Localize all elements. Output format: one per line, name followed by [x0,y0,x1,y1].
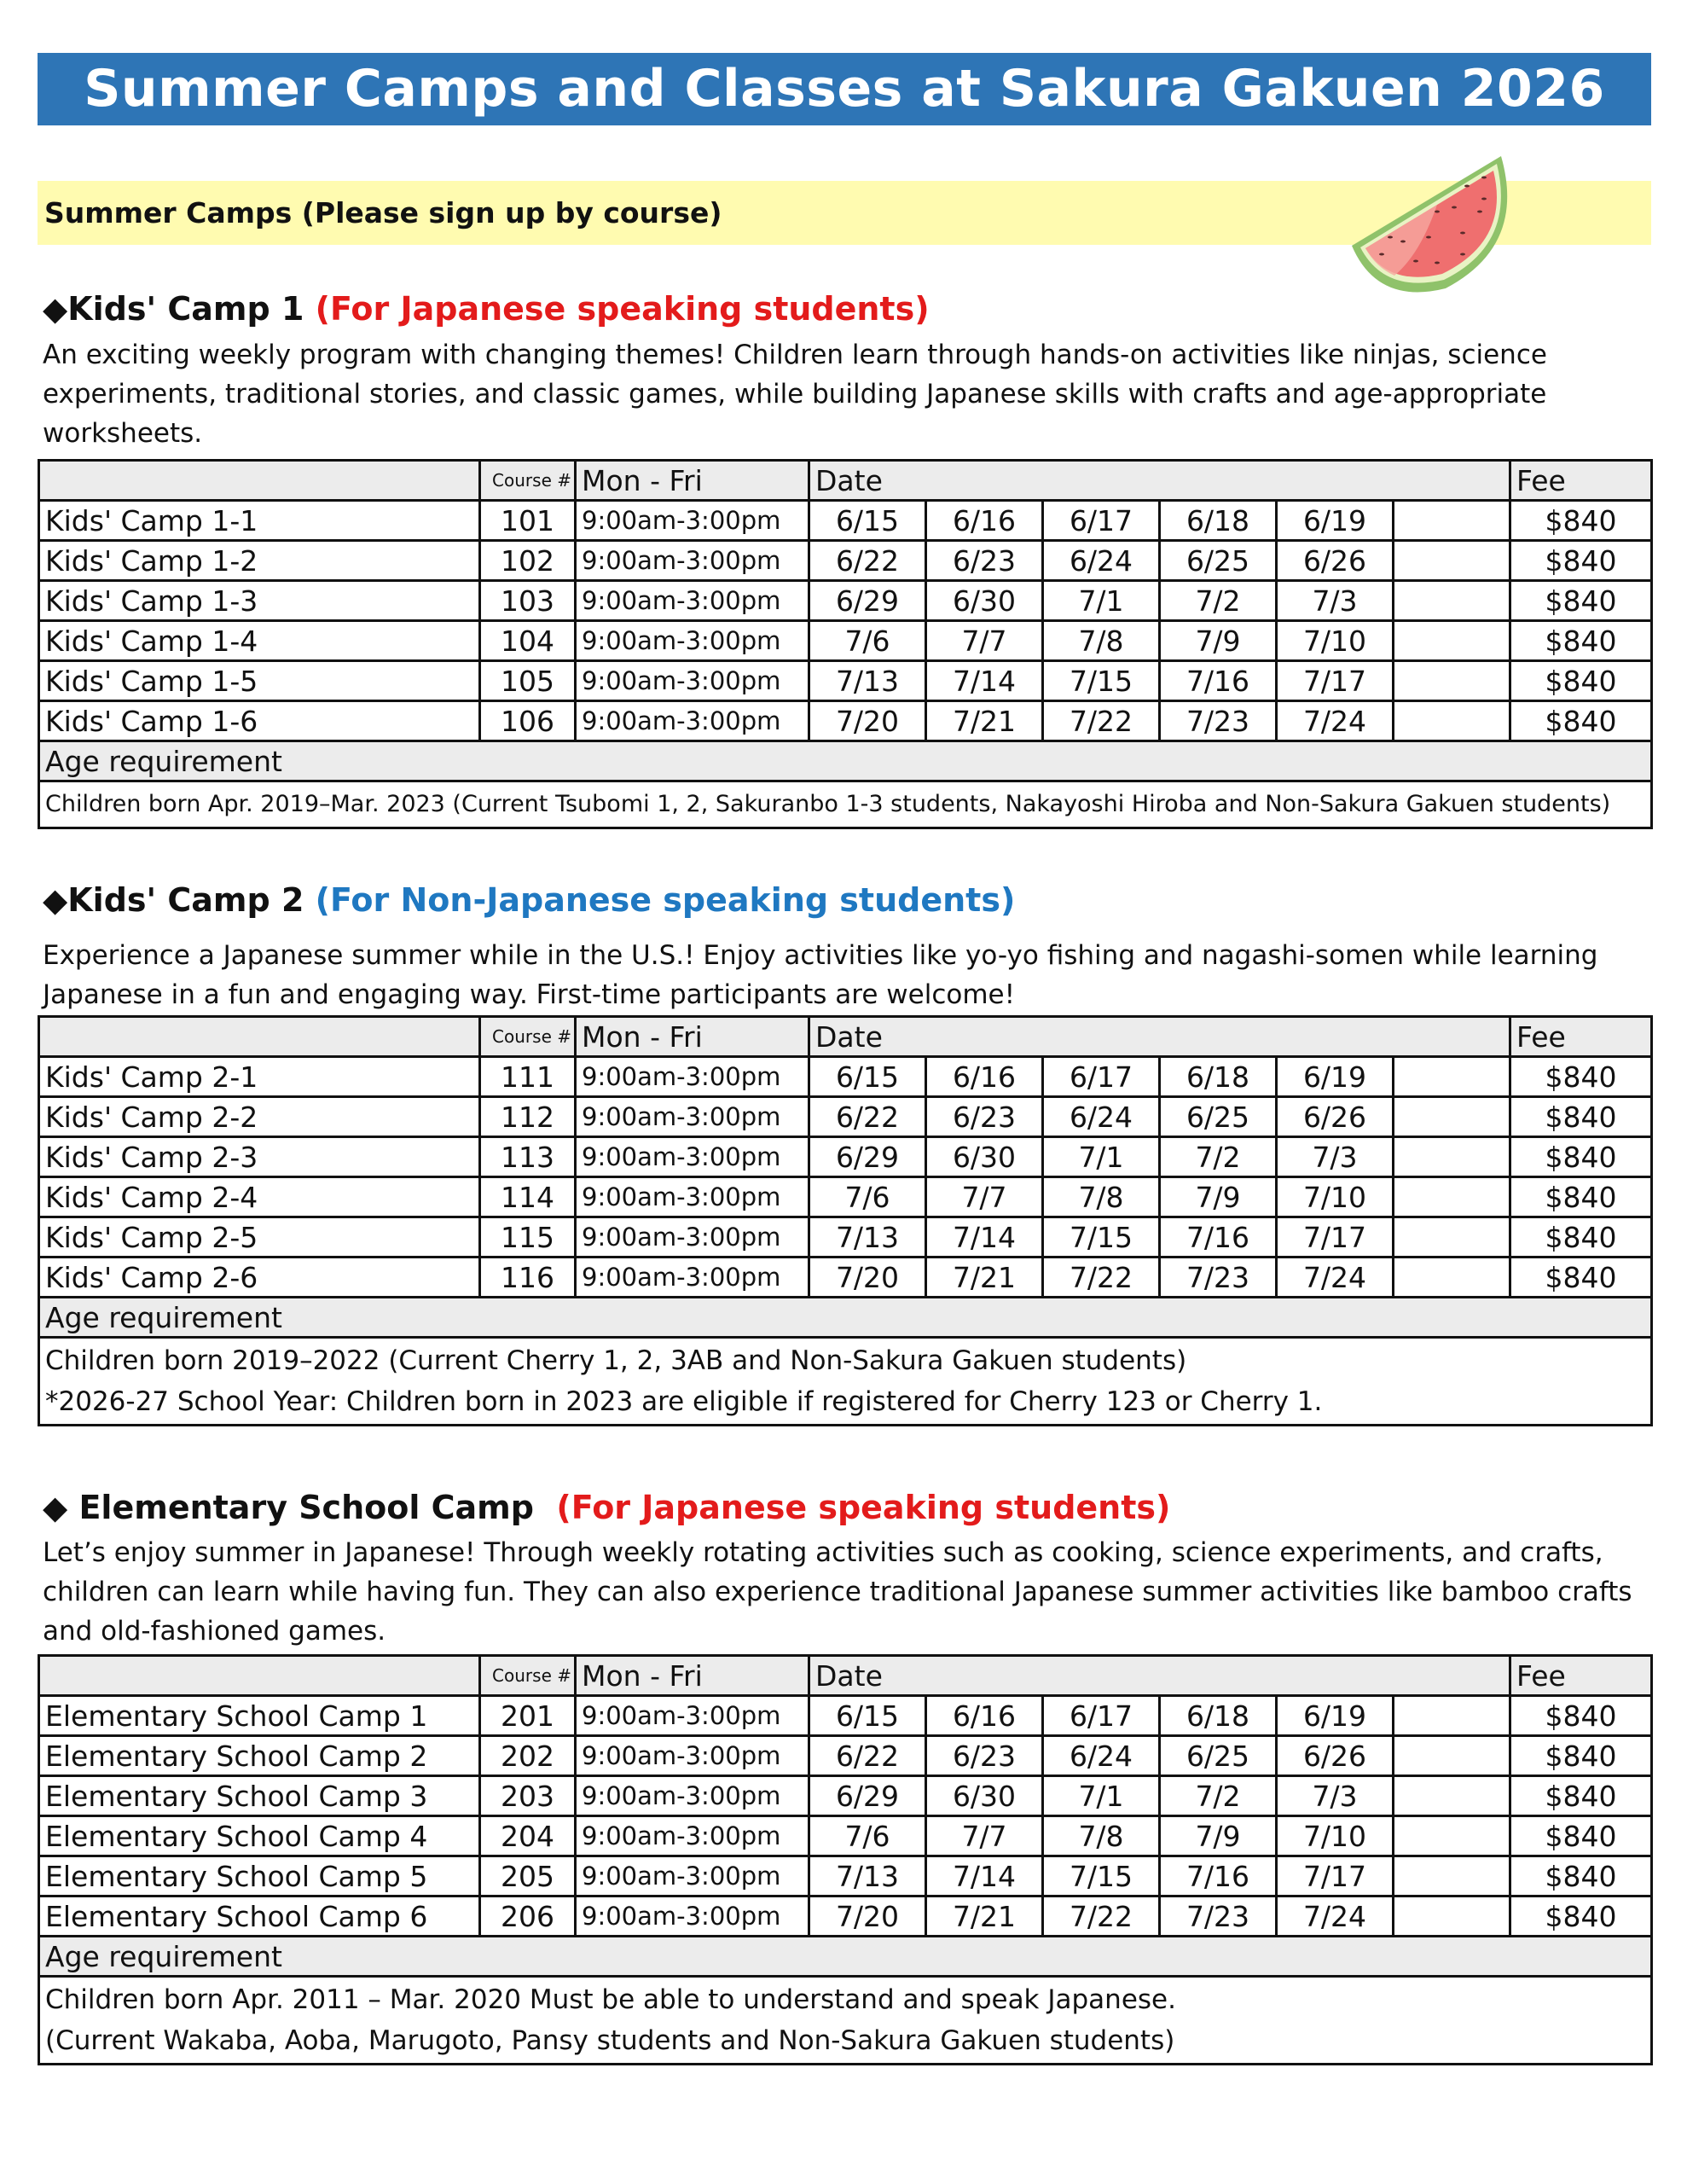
course-date: 7/6 [809,1816,926,1856]
age-requirement-text [39,781,1652,828]
course-fee: $840 [1510,1736,1652,1776]
course-name: Kids' Camp 2-2 [39,1097,480,1137]
course-date [1394,661,1510,701]
course-name: Kids' Camp 2-1 [39,1057,480,1097]
course-date: 6/16 [926,1696,1043,1736]
age-requirement-row [39,1338,1652,1426]
course-fee: $840 [1510,661,1652,701]
course-number: 206 [480,1896,576,1937]
header-fee: Fee [1510,461,1652,501]
course-date: 7/24 [1277,1258,1394,1298]
table-row [39,1816,1652,1856]
table-row [39,1097,1652,1137]
course-date: 7/17 [1277,1856,1394,1896]
course-date: 7/17 [1277,661,1394,701]
course-fee: $840 [1510,1776,1652,1816]
course-date: 7/20 [809,1896,926,1937]
table-row [39,701,1652,741]
course-fee: $840 [1510,1856,1652,1896]
page-title: Summer Camps and Classes at Sakura Gakuen 2026 [38,53,1651,125]
course-date: 6/29 [809,1776,926,1816]
course-time: 9:00am-3:00pm [576,1137,809,1177]
course-fee: $840 [1510,1057,1652,1097]
course-date [1394,1177,1510,1217]
header-course: Course # [480,1017,576,1057]
course-date [1394,1896,1510,1937]
camp-tag: (For Japanese speaking students) [556,1489,1171,1526]
course-date: 6/22 [809,1097,926,1137]
age-requirement-line: (Current Wakaba, Aoba, Marugoto, Pansy students and Non-Sakura Gakuen students) [45,2025,1175,2056]
course-date: 7/15 [1043,1856,1160,1896]
course-date: 7/8 [1043,1177,1160,1217]
table-row [39,1776,1652,1816]
table-header-row [39,1656,1652,1696]
course-date: 7/10 [1277,1177,1394,1217]
course-date: 6/23 [926,541,1043,581]
header-days: Mon - Fri [576,461,809,501]
course-date: 7/2 [1160,1776,1277,1816]
course-number: 106 [480,701,576,741]
course-date: 7/3 [1277,1137,1394,1177]
age-header-row [39,741,1652,781]
course-date: 7/6 [809,621,926,661]
course-date: 7/23 [1160,1258,1277,1298]
course-date: 6/15 [809,1057,926,1097]
course-date: 6/16 [926,501,1043,541]
course-number: 104 [480,621,576,661]
course-fee: $840 [1510,1097,1652,1137]
course-date: 6/26 [1277,541,1394,581]
course-date: 6/19 [1277,501,1394,541]
course-date: 6/19 [1277,1057,1394,1097]
age-requirement-text [39,1338,1652,1426]
course-time: 9:00am-3:00pm [576,501,809,541]
course-date: 7/22 [1043,1896,1160,1937]
table-row [39,621,1652,661]
course-fee: $840 [1510,1696,1652,1736]
table-row [39,1137,1652,1177]
course-fee: $840 [1510,501,1652,541]
header-date: Date [809,1656,1510,1696]
header-date: Date [809,461,1510,501]
course-number: 112 [480,1097,576,1137]
table-header-row [39,1017,1652,1057]
table-row [39,1736,1652,1776]
course-date: 7/21 [926,1258,1043,1298]
course-date: 7/23 [1160,1896,1277,1937]
course-date: 7/16 [1160,661,1277,701]
course-number: 102 [480,541,576,581]
course-date [1394,1816,1510,1856]
course-date [1394,581,1510,621]
course-date: 7/10 [1277,621,1394,661]
course-date: 6/15 [809,501,926,541]
course-fee: $840 [1510,1258,1652,1298]
course-number: 113 [480,1137,576,1177]
camp-description: Let’s enjoy summer in Japanese! Through weekly rotating activities such as cooking, science experiments, and crafts, children can learn while having fun. They can also experience traditional Japanese summer activities like bamboo crafts and old-fashioned games. [43,1537,1632,1647]
course-fee: $840 [1510,581,1652,621]
course-name: Kids' Camp 1-1 [39,501,480,541]
course-date: 7/1 [1043,1137,1160,1177]
age-requirement-text [39,1977,1652,2065]
course-date: 6/18 [1160,1057,1277,1097]
course-date: 6/24 [1043,1736,1160,1776]
course-date: 6/18 [1160,501,1277,541]
camp-tag: (For Japanese speaking students) [315,290,930,328]
course-time: 9:00am-3:00pm [576,1057,809,1097]
course-number: 115 [480,1217,576,1258]
age-requirement-line: Children born Apr. 2019–Mar. 2023 (Current Tsubomi 1, 2, Sakuranbo 1-3 students, Nakayoshi Hiroba and Non-Sakura Gakuen students) [45,791,1611,817]
header-days: Mon - Fri [576,1656,809,1696]
course-date [1394,1856,1510,1896]
course-date [1394,701,1510,741]
course-date: 6/17 [1043,1057,1160,1097]
course-date: 7/3 [1277,1776,1394,1816]
course-fee: $840 [1510,1816,1652,1856]
camp-tag: (For Non-Japanese speaking students) [315,881,1016,919]
course-name: Elementary School Camp 5 [39,1856,480,1896]
course-name: Kids' Camp 2-5 [39,1217,480,1258]
course-name: Kids' Camp 1-3 [39,581,480,621]
course-date [1394,621,1510,661]
course-time: 9:00am-3:00pm [576,1097,809,1137]
course-date: 6/29 [809,1137,926,1177]
header-blank [39,461,480,501]
course-date: 7/22 [1043,1258,1160,1298]
header-course: Course # [480,461,576,501]
course-date: 6/18 [1160,1696,1277,1736]
course-time: 9:00am-3:00pm [576,1896,809,1937]
table-row [39,501,1652,541]
course-name: Kids' Camp 1-4 [39,621,480,661]
course-date: 6/22 [809,1736,926,1776]
course-date [1394,1696,1510,1736]
age-requirement-row [39,781,1652,828]
course-date: 6/23 [926,1736,1043,1776]
course-number: 203 [480,1776,576,1816]
course-date [1394,1736,1510,1776]
course-time: 9:00am-3:00pm [576,1696,809,1736]
age-header-row [39,1298,1652,1338]
header-days: Mon - Fri [576,1017,809,1057]
table-row [39,1856,1652,1896]
header-course: Course # [480,1656,576,1696]
section-band: Summer Camps (Please sign up by course) [38,181,1651,245]
course-date: 7/13 [809,1856,926,1896]
course-name: Kids' Camp 1-6 [39,701,480,741]
course-date: 7/14 [926,661,1043,701]
course-date [1394,501,1510,541]
camp-heading [43,290,930,328]
table-row [39,1057,1652,1097]
course-name: Elementary School Camp 6 [39,1896,480,1937]
course-time: 9:00am-3:00pm [576,621,809,661]
course-number: 116 [480,1258,576,1298]
course-time: 9:00am-3:00pm [576,1217,809,1258]
camp-heading [43,1489,1170,1526]
diamond-icon: ◆ [43,290,68,328]
course-date: 7/7 [926,621,1043,661]
camp-title: Kids' Camp 1 [67,290,304,328]
course-number: 205 [480,1856,576,1896]
course-date: 6/19 [1277,1696,1394,1736]
age-requirement-row [39,1977,1652,2065]
course-time: 9:00am-3:00pm [576,661,809,701]
table-header-row [39,461,1652,501]
course-fee: $840 [1510,541,1652,581]
course-date: 7/8 [1043,621,1160,661]
course-date: 6/30 [926,581,1043,621]
course-date: 7/15 [1043,1217,1160,1258]
table-row [39,1896,1652,1937]
course-name: Kids' Camp 1-2 [39,541,480,581]
table-row [39,1258,1652,1298]
course-date: 6/17 [1043,501,1160,541]
course-date: 7/9 [1160,621,1277,661]
course-time: 9:00am-3:00pm [576,1258,809,1298]
course-number: 202 [480,1736,576,1776]
course-date: 6/17 [1043,1696,1160,1736]
course-date: 7/1 [1043,1776,1160,1816]
table-row [39,1217,1652,1258]
course-date: 7/1 [1043,581,1160,621]
course-time: 9:00am-3:00pm [576,1816,809,1856]
camp-description: An exciting weekly program with changing themes! Children learn through hands-on activities like ninjas, science experiments, traditional stories, and classic games, while building Japanese skills with crafts and age-appropriate worksheets. [43,340,1547,449]
course-date: 7/2 [1160,581,1277,621]
course-number: 114 [480,1177,576,1217]
course-date: 7/21 [926,701,1043,741]
course-date: 7/23 [1160,701,1277,741]
age-requirement-line: Children born 2019–2022 (Current Cherry 1, 2, 3AB and Non-Sakura Gakuen students) [45,1345,1187,1376]
age-header-row [39,1937,1652,1977]
header-date: Date [809,1017,1510,1057]
diamond-icon: ◆ [43,1489,68,1526]
course-time: 9:00am-3:00pm [576,1177,809,1217]
course-name: Elementary School Camp 1 [39,1696,480,1736]
course-date: 7/16 [1160,1217,1277,1258]
age-requirement-label: Age requirement [39,741,1652,781]
course-date [1394,1217,1510,1258]
course-date: 7/3 [1277,581,1394,621]
age-requirement-label: Age requirement [39,1298,1652,1338]
course-time: 9:00am-3:00pm [576,1776,809,1816]
course-date: 6/23 [926,1097,1043,1137]
course-date: 7/21 [926,1896,1043,1937]
course-date: 6/15 [809,1696,926,1736]
course-date: 7/14 [926,1856,1043,1896]
age-requirement-label: Age requirement [39,1937,1652,1977]
header-blank [39,1017,480,1057]
course-date: 7/13 [809,661,926,701]
course-date: 7/2 [1160,1137,1277,1177]
course-date: 6/24 [1043,541,1160,581]
table-row [39,1177,1652,1217]
course-date [1394,1776,1510,1816]
course-date: 6/25 [1160,1097,1277,1137]
course-date: 7/10 [1277,1816,1394,1856]
course-date [1394,1057,1510,1097]
course-date: 7/24 [1277,1896,1394,1937]
course-name: Elementary School Camp 2 [39,1736,480,1776]
course-date [1394,1097,1510,1137]
course-number: 105 [480,661,576,701]
course-fee: $840 [1510,1217,1652,1258]
course-name: Kids' Camp 2-3 [39,1137,480,1177]
course-date [1394,541,1510,581]
camp-table [38,1015,1653,1426]
camp-description: Experience a Japanese summer while in the U.S.! Enjoy activities like yo-yo fishing and nagashi-somen while learning Japanese in a fun and engaging way. First-time participants are welcome! [43,940,1598,1010]
camp-table [38,1654,1653,2065]
course-number: 204 [480,1816,576,1856]
camp-table [38,459,1653,829]
course-name: Kids' Camp 2-4 [39,1177,480,1217]
course-date: 6/25 [1160,1736,1277,1776]
course-number: 201 [480,1696,576,1736]
table-row [39,661,1652,701]
header-blank [39,1656,480,1696]
age-requirement-line: *2026-27 School Year: Children born in 2023 are eligible if registered for Cherry 123 or Cherry 1. [45,1386,1323,1417]
course-date: 7/15 [1043,661,1160,701]
course-date: 7/14 [926,1217,1043,1258]
course-date: 7/24 [1277,701,1394,741]
course-date: 7/20 [809,1258,926,1298]
course-date: 7/6 [809,1177,926,1217]
course-date: 6/29 [809,581,926,621]
header-fee: Fee [1510,1017,1652,1057]
course-date: 6/26 [1277,1097,1394,1137]
course-date [1394,1137,1510,1177]
course-date: 7/16 [1160,1856,1277,1896]
course-fee: $840 [1510,1177,1652,1217]
course-fee: $840 [1510,1896,1652,1937]
course-date: 6/30 [926,1137,1043,1177]
course-date: 7/9 [1160,1816,1277,1856]
course-fee: $840 [1510,701,1652,741]
course-name: Kids' Camp 2-6 [39,1258,480,1298]
course-date: 6/16 [926,1057,1043,1097]
course-date: 6/26 [1277,1736,1394,1776]
camp-title: Elementary School Camp [78,1489,534,1526]
table-row [39,541,1652,581]
course-date [1394,1258,1510,1298]
course-name: Kids' Camp 1-5 [39,661,480,701]
course-date: 7/7 [926,1816,1043,1856]
camp-heading [43,881,1015,919]
watermelon-icon [1343,152,1514,297]
course-date: 7/9 [1160,1177,1277,1217]
table-row [39,581,1652,621]
course-date: 7/20 [809,701,926,741]
course-date: 7/8 [1043,1816,1160,1856]
course-date: 6/24 [1043,1097,1160,1137]
course-number: 103 [480,581,576,621]
camp-title: Kids' Camp 2 [67,881,304,919]
course-time: 9:00am-3:00pm [576,541,809,581]
course-name: Elementary School Camp 4 [39,1816,480,1856]
course-date: 7/17 [1277,1217,1394,1258]
course-number: 101 [480,501,576,541]
table-row [39,1696,1652,1736]
course-fee: $840 [1510,621,1652,661]
course-name: Elementary School Camp 3 [39,1776,480,1816]
course-fee: $840 [1510,1137,1652,1177]
course-time: 9:00am-3:00pm [576,701,809,741]
course-time: 9:00am-3:00pm [576,1856,809,1896]
header-fee: Fee [1510,1656,1652,1696]
course-date: 6/22 [809,541,926,581]
age-requirement-line: Children born Apr. 2011 – Mar. 2020 Must be able to understand and speak Japanese. [45,1984,1176,2015]
course-date: 7/7 [926,1177,1043,1217]
course-date: 7/13 [809,1217,926,1258]
course-date: 6/30 [926,1776,1043,1816]
course-time: 9:00am-3:00pm [576,581,809,621]
diamond-icon: ◆ [43,881,68,919]
course-date: 7/22 [1043,701,1160,741]
course-number: 111 [480,1057,576,1097]
course-date: 6/25 [1160,541,1277,581]
course-time: 9:00am-3:00pm [576,1736,809,1776]
